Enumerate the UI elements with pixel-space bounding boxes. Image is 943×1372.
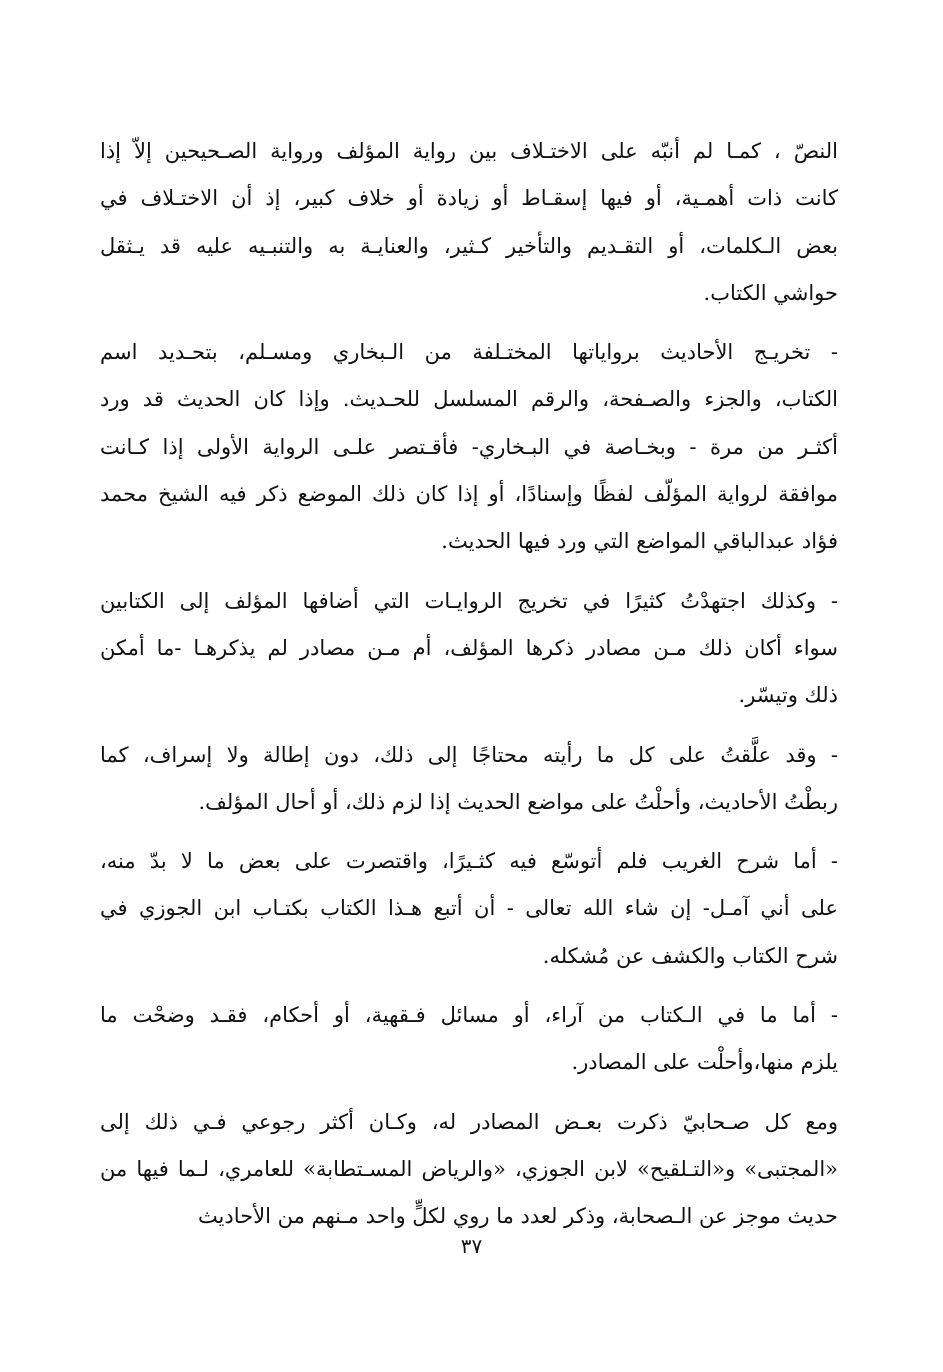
text-line: - أما ما في الـكتاب من آراء، أو مسائل فـقهية، أو أحكام، فقـد وضحْت ما [100,1003,838,1028]
paragraph [100,1099,838,1241]
text-line: حديث موجز عن الـصحابة، وذكر لعدد ما روي لكلٍّ واحد مـنهم من الأحاديث [197,1204,838,1229]
paragraph [100,128,838,317]
text-line: ومع كل صـحابيّ ذكرت بعـض المصادر له، وكـان أكثر رجوعي فـي ذلك إلى [100,1109,838,1134]
text-line: أكثـر من مرة - وبخـاصة في البـخاري- فأقـتصر علـى الرواية الأولى إذا كـانت [100,434,838,459]
text-line: - وقد علَّقتُ على كل ما رأيته محتاجًا إلى ذلك، دون إطالة ولا إسراف، كما [100,742,838,767]
paragraph [100,329,838,565]
body-text [100,128,838,1241]
paragraph [100,838,838,980]
page-number: ٣٧ [460,1234,483,1258]
paragraph [100,732,838,827]
text-line: على أني آمـل- إن شاء الله تعالى - أن أتبع هـذا الكتاب بكتـاب ابن الجوزي في [100,896,838,921]
text-line: كانت ذات أهمـية، أو فيها إسقـاط أو زيادة أو خلاف كبير، إذ أن الاختـلاف في [100,186,838,211]
text-line: ذلك وتيسّر. [738,683,838,708]
text-line: موافقة لرواية المؤلّف لفظًا وإسنادًا، أو إذا كان ذلك الموضع ذكر فيه الشيخ محمد [100,482,838,507]
text-line: النصّ ، كمـا لم أنبّه على الاختـلاف بين رواية المؤلف ورواية الصـحيحين إلاّ إذا [100,139,838,163]
text-line: - وكذلك اجتهدْتُ كثيرًا في تخريج الروايـات التي أضافها المؤلف إلى الكتابين [100,588,838,613]
text-line: الكتاب، والجزء والصـفحة، والرقم المسلسل للحـديث. وإذا كان الحديث قد ورد [100,387,838,412]
text-line: فؤاد عبدالباقي المواضع التي ورد فيها الحديث. [441,529,838,554]
text-line: - تخريـج الأحاديث برواياتها المختـلفة من الـبخاري ومسـلم، بتحـديد اسم [100,340,838,365]
text-line: شرح الكتاب والكشف عن مُشكله. [542,943,838,968]
text-line: يلزم منها،وأحلْت على المصادر. [571,1050,838,1075]
paragraph [100,578,838,720]
text-line: بعض الـكلمات، أو التقـديم والتأخير كـثير، والعنايـة به والتنبـيه عليه قد يـثقل [100,233,838,258]
text-line: ربطْتُ الأحاديث، وأحلْتُ على مواضع الحديث إذا لزم ذلك، أو أحال المؤلف. [198,789,838,814]
paragraph [100,992,838,1087]
text-line: - أما شرح الغريب فلم أتوسّع فيه كثـيرًا، واقتصرت على بعض ما لا بدّ منه، [100,849,838,874]
text-line: سواء أكان ذلك مـن مصادر ذكرها المؤلف، أم مـن مصادر لم يذكرهـا -ما أمكن [100,635,838,660]
text-line: حواشي الكتاب. [703,280,838,305]
text-line: «المجتبى» و«التـلقيح» لابن الجوزي، «والرياض المسـتطابة» للعامري، لـما فيها من [100,1156,838,1181]
